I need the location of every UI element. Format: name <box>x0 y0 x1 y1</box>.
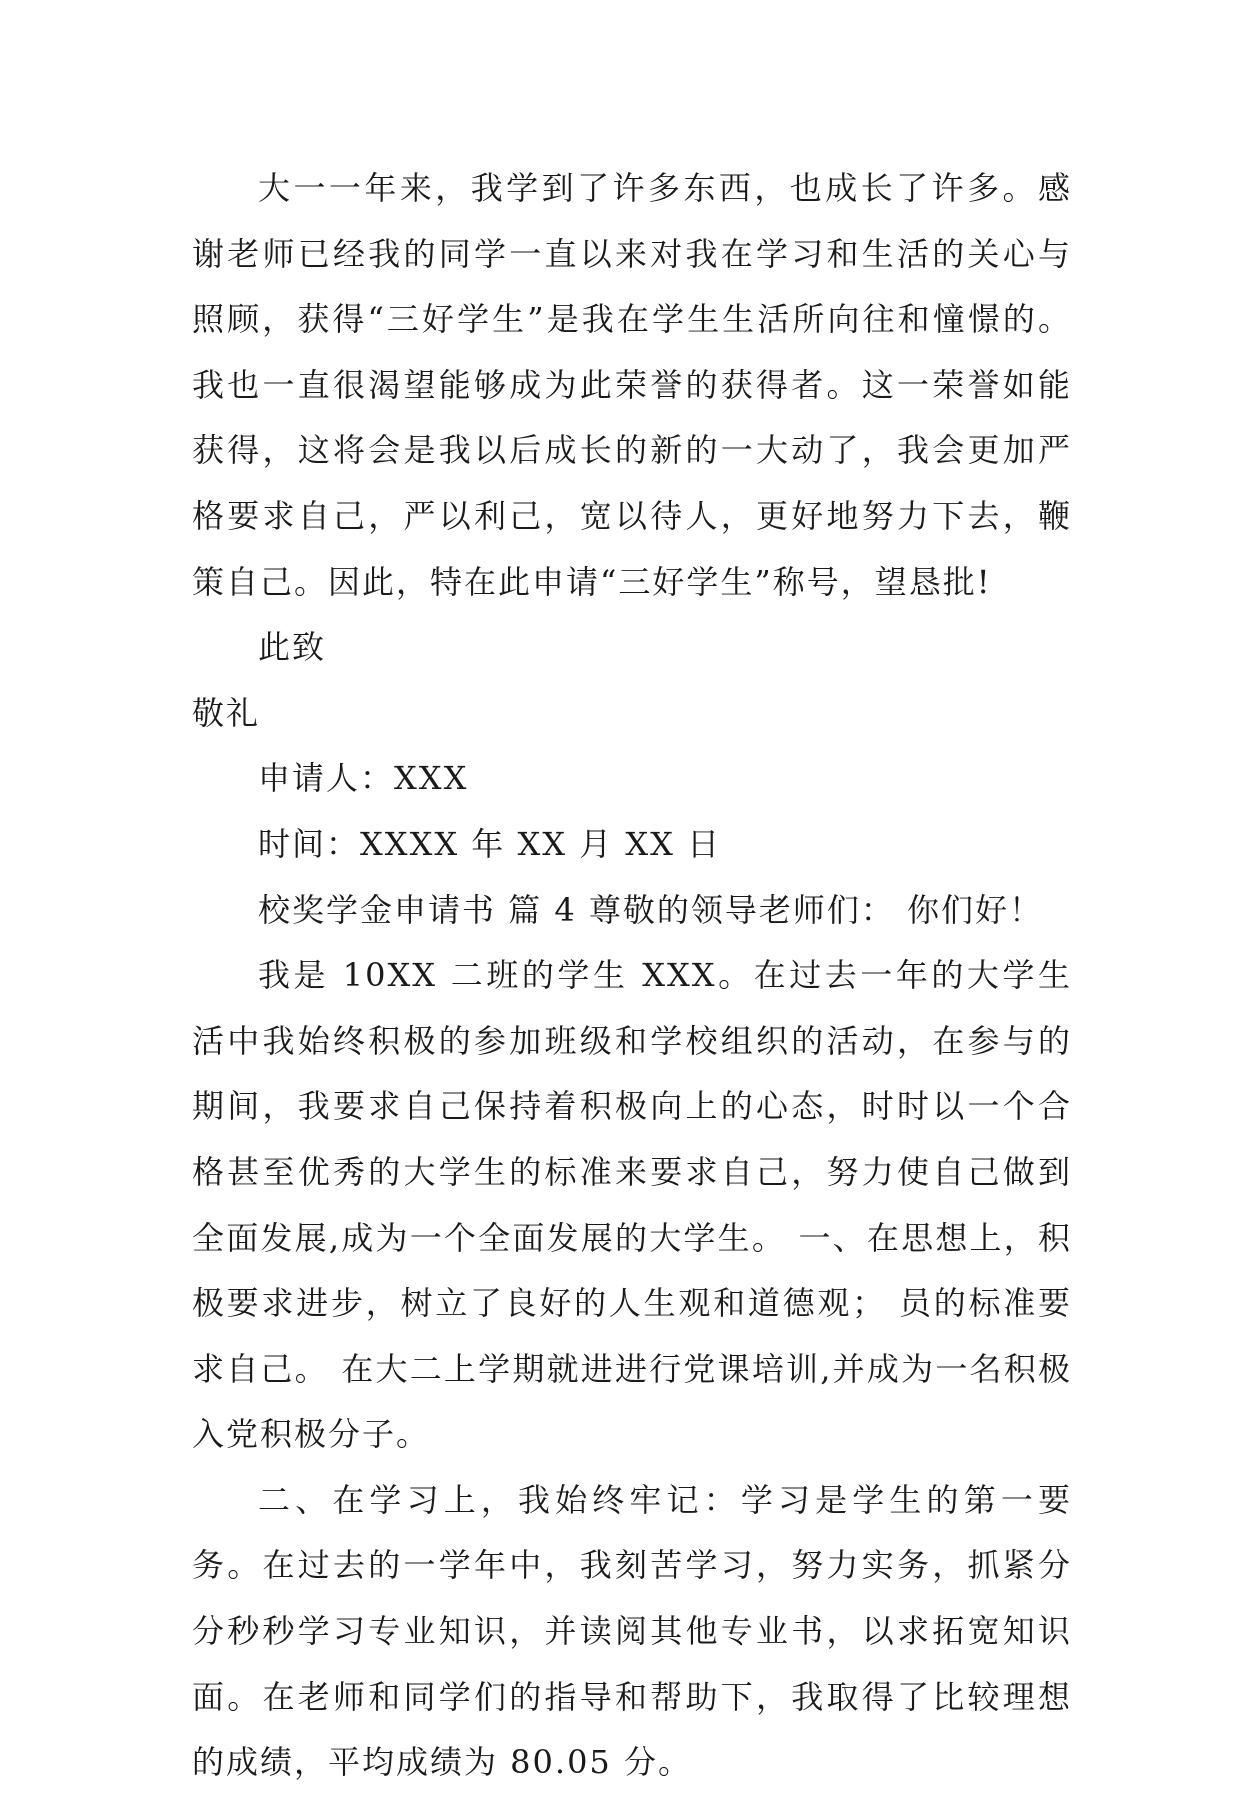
closing-salutation: 此致 <box>258 628 327 667</box>
applicant-line: 申请人：XXX <box>258 759 469 798</box>
section-heading: 校奖学金申请书 篇 4 尊敬的领导老师们： 你们好！ <box>258 890 1044 929</box>
closing-regards: 敬礼 <box>192 693 261 732</box>
paragraph-study: 二、在学习上，我始终牢记：学习是学生的第一要务。在过去的一学年中，我刻苦学习，努力实务，抓紧分分秒秒学习专业知识，并读阅其他专业书，以求拓宽知识面。在老师和同学们的指导和帮助下，我取得了比较理想的成绩，平均成绩为 80.05 分。 <box>192 1480 1072 1782</box>
document-body <box>192 156 1072 1796</box>
date-line: 时间：XXXX 年 XX 月 XX 日 <box>258 824 722 863</box>
paragraph-thanks: 大一一年来，我学到了许多东西，也成长了许多。感谢老师已经我的同学一直以来对我在学习和生活的关心与照顾，获得“三好学生”是我在学生生活所向往和憧憬的。我也一直很渴望能够成为此荣誉的获得者。这一荣誉如能获得，这将会是我以后成长的新的一大动了，我会更加严格要求自己，严以利己，宽以待人，更好地努力下去，鞭策自己。因此，特在此申请“三好学生”称号，望恳批! <box>192 169 1072 601</box>
paragraph-introduction: 我是 10XX 二班的学生 XXX。在过去一年的大学生活中我始终积极的参加班级和学校组织的活动，在参与的期间，我要求自己保持着积极向上的心态，时时以一个合格甚至优秀的大学生的标准来要求自己，努力使自己做到全面发展,成为一个全面发展的大学生。 一、在思想上，积极要求进步，树立了良好的人生观和道德观； 员的标准要求自己。 在大二上学期就进进行党课培训,并成为一名积极入党积极分子。 <box>192 956 1072 1454</box>
